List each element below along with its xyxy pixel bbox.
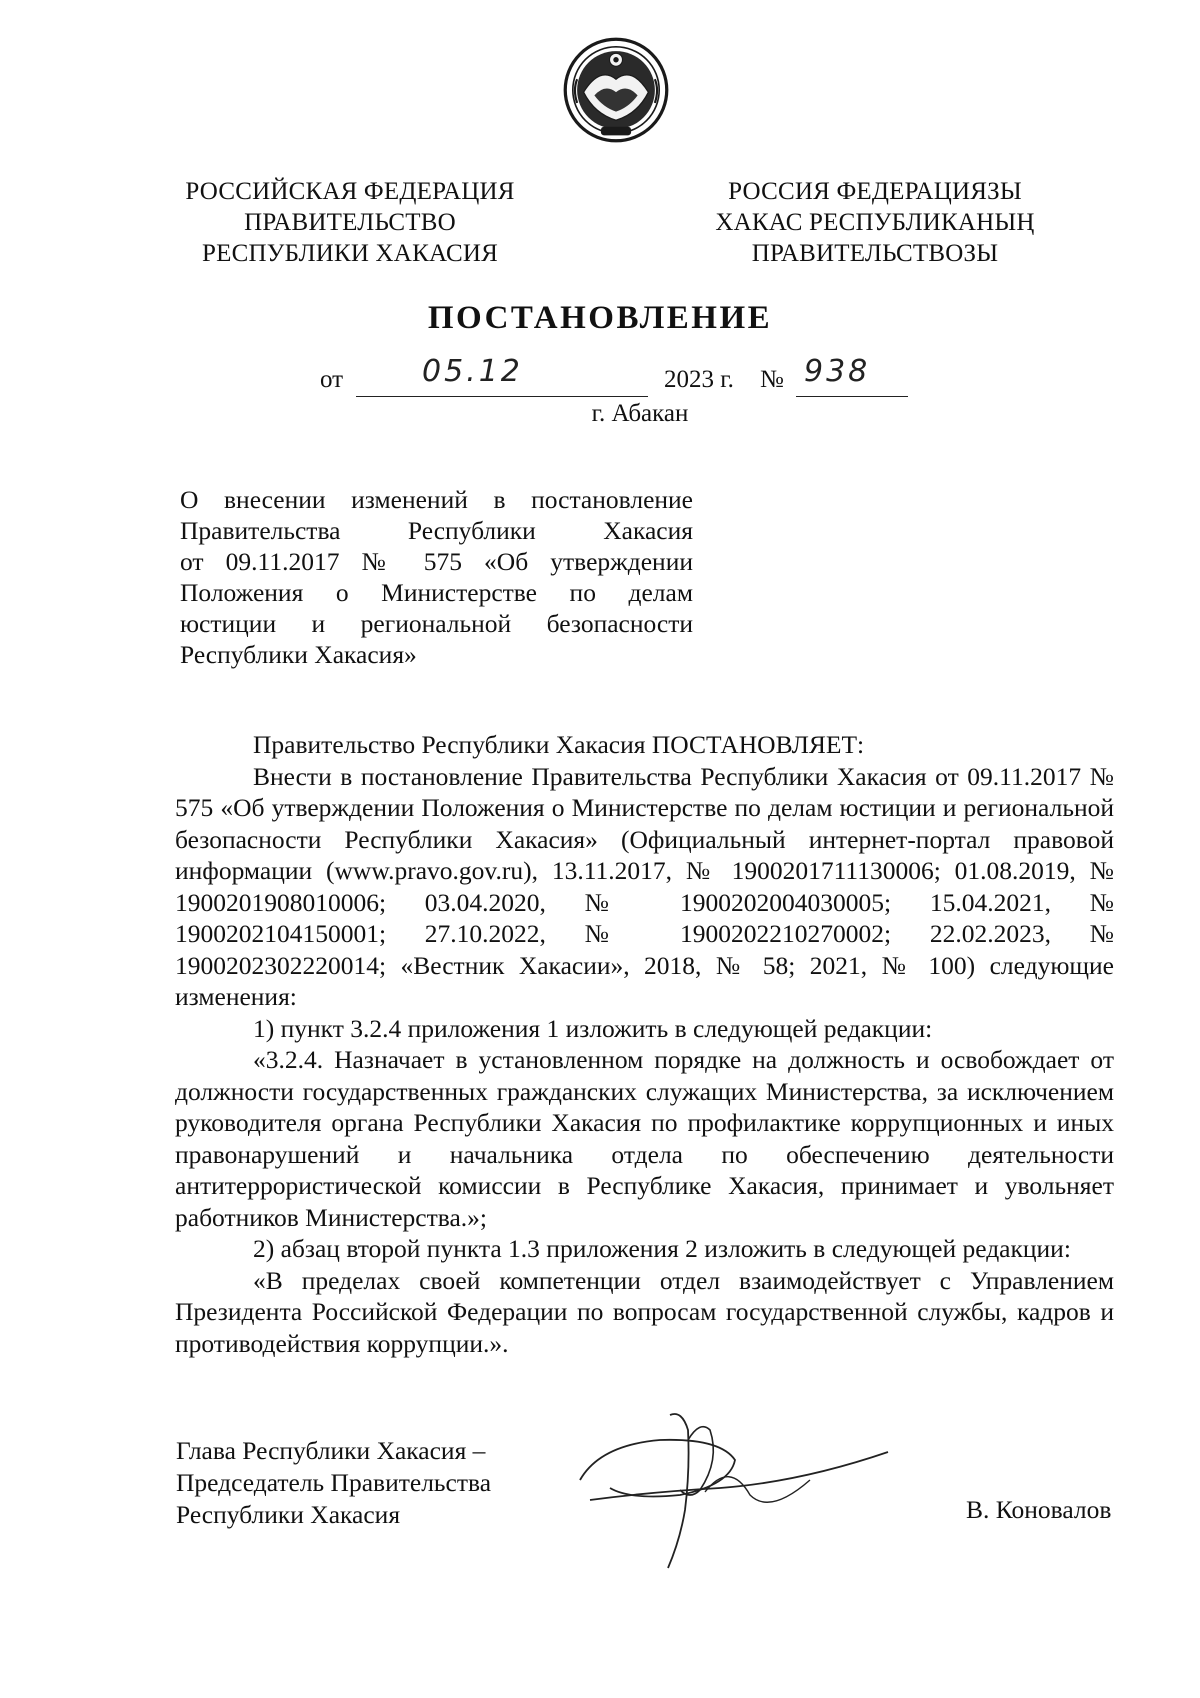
subject-line-2: Правительства Республики Хакасия <box>180 516 693 545</box>
header-left <box>150 176 550 269</box>
header-left-line-2: ПРАВИТЕЛЬСТВО <box>244 209 456 236</box>
signatory-position <box>176 1435 491 1531</box>
header-right-line-2: ХАКАС РЕСПУБЛИКАНЫҢ <box>715 209 1035 236</box>
subject-line-5: юстиции и региональной безопасности <box>180 609 693 638</box>
decree-line: Правительство Республики Хакасия ПОСТАНОВЛЯЕТ: <box>253 730 865 759</box>
subject-line-4: Положения о Министерстве по делам <box>180 578 693 607</box>
item-2-text: «В пределах своей компетенции отдел взаимодействует с Управлением Президента Российской Федерации по вопросам государственной службы, кадров и противодействия коррупции.». <box>175 1265 1114 1358</box>
item-1-text: «3.2.4. Назначает в установленном порядке на должность и освобождает от должности государственных гражданских служащих Министерства, за исключением руководителя органа Республики Хакасия по профилактике коррупционных и иных правонарушений и начальника отдела по обеспечению деятельности антитеррористической комиссии в Республике Хакасия, принимает и увольняет работников Министерства.»; <box>175 1045 1114 1232</box>
signatory-name: В. Коновалов <box>966 1495 1112 1524</box>
header-right-line-1: РОССИЯ ФЕДЕРАЦИЯЗЫ <box>728 178 1022 205</box>
document-title: ПОСТАНОВЛЕНИЕ <box>427 300 773 336</box>
item-2: 2) абзац второй пункта 1.3 приложения 2 изложить в следующей редакции: <box>253 1234 1071 1263</box>
header-left-line-3: РЕСПУБЛИКИ ХАКАСИЯ <box>202 240 498 267</box>
subject-block <box>180 484 693 670</box>
subject-line-6: Республики Хакасия» <box>180 640 417 669</box>
city: г. Абакан <box>591 400 689 427</box>
header-right <box>680 176 1070 269</box>
number-label: № <box>760 366 784 393</box>
position-line-1: Глава Республики Хакасия – <box>176 1436 486 1465</box>
intro-paragraph: Внести в постановление Правительства Республики Хакасия от 09.11.2017 № 575 «Об утверждении Положения о Министерстве по делам юстиции и региональной безопасности Республики Хакасия» (Официальный интернет-портал правовой информации (www.pravo.gov.ru), 13.11.2017, № 1900201711130006; 01.08.2019, № 1900201908010006; 03.04.2020, № 1900202004030005; 15.04.2021, № 1900202104150001; 27.10.2022, № 1900202210270002; 22.02.2023, № 1900202302220014; «Вестник Хакасии», 2018, № 58; 2021, № 100) следующие изменения: <box>175 761 1114 1011</box>
year-label: 2023 г. <box>664 366 734 393</box>
handwritten-date: 05.12 <box>422 354 523 389</box>
position-line-2: Председатель Правительства <box>176 1468 492 1497</box>
from-label: от <box>320 366 344 393</box>
header-right-line-3: ПРАВИТЕЛЬСТВОЗЫ <box>751 240 999 267</box>
number-underline <box>796 396 908 397</box>
header-left-line-1: РОССИЙСКАЯ ФЕДЕРАЦИЯ <box>185 178 515 205</box>
date-underline <box>356 396 648 397</box>
item-1: 1) пункт 3.2.4 приложения 1 изложить в следующей редакции: <box>253 1013 933 1043</box>
document-body <box>175 729 1114 1359</box>
position-line-3: Республики Хакасия <box>176 1500 401 1529</box>
coat-of-arms-emblem-icon <box>562 36 670 144</box>
subject-line-1: О внесении изменений в постановление <box>180 485 693 514</box>
handwritten-number: 938 <box>804 354 871 389</box>
handwritten-signature <box>570 1400 890 1570</box>
subject-line-3: от 09.11.2017 № 575 «Об утверждении <box>180 547 693 576</box>
